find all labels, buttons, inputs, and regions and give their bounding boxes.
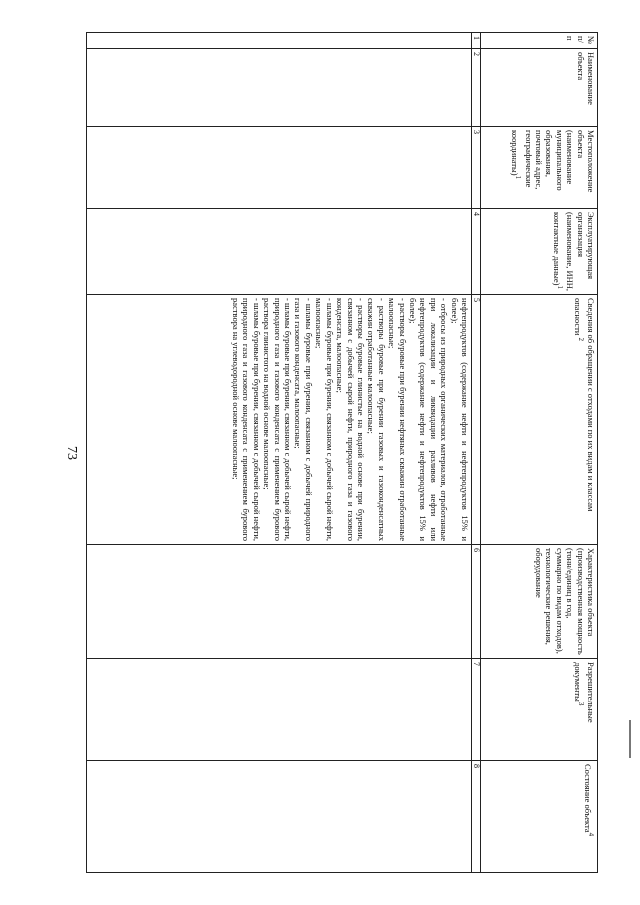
rotated-table-frame — [86, 32, 598, 872]
waste-item: - шламы буровые при бурении, связанном с добычей природного газа и газового конденсата, малоопасные; — [293, 298, 314, 541]
waste-item: - растворы буровые при бурении газовых и газоконденсатных скважин отработанные малоопасные; — [366, 298, 387, 541]
waste-item: - шламы буровые при бурении, связанном с добычей сырой нефти, природного газа и газового конденсата с применением бурового раствора на углеводородной основе малоопасные; — [231, 298, 262, 541]
waste-item: нефтепродуктов (содержание нефти и нефтепродуктов 15% и более); — [449, 298, 470, 541]
cell-object-name — [87, 49, 472, 127]
cell-characteristics — [87, 545, 472, 659]
header-location: Местоположение объекта (наименование муниципального образования, почтовый адрес, географические координаты)$^1$ — [481, 127, 598, 209]
col-number: 2 — [472, 49, 481, 127]
waste-item: - растворы буровые глинистые на водной основе при бурении, связанном с добычей сырой нефти, природного газа и газового конденсата, малоопасные; — [335, 298, 366, 541]
cell-permits — [87, 659, 472, 761]
col-number: 4 — [472, 209, 481, 295]
waste-objects-table — [86, 32, 598, 873]
waste-item: - растворы буровые при бурении нефтяных скважин отработанные малоопасные; — [387, 298, 408, 541]
waste-item: - шламы буровые при бурении, связанном с добычей сырой нефти, природного газа и газового конденсата с применением бурового раствора глинистого на водной основе малоопасные; — [262, 298, 294, 541]
waste-item: - шламы буровые при бурении, связанном с добычей сырой нефти, малоопасные; — [314, 298, 335, 541]
col-number: 1 — [472, 33, 481, 49]
header-characteristics: Характеристика объекта (производственная мощность (тонн/единиц в год, суммарно по видам отходов), технологические решения, оборудование — [481, 545, 598, 659]
header-operator: Эксплуатирующая организация (наименование, ИНН, контактные данные)$^1$ — [481, 209, 598, 295]
header-row — [481, 33, 598, 873]
header-object-name: Наименование объекта — [481, 49, 598, 127]
col-number: 5 — [472, 295, 481, 545]
cell-operator — [87, 209, 472, 295]
column-number-row — [472, 33, 481, 873]
cell-waste-info — [87, 295, 472, 545]
page-number: 73 — [64, 446, 79, 460]
cell-num — [87, 33, 472, 49]
col-number: 7 — [472, 659, 481, 761]
header-waste-info: Сведения об обращении с отходами по их видам и классам опасности $^2$ — [481, 295, 598, 545]
col-number: 3 — [472, 127, 481, 209]
header-num: № п/п — [481, 33, 598, 49]
scan-edge-mark — [629, 720, 631, 758]
cell-location — [87, 127, 472, 209]
waste-item: - отбросы из природных органических материалов, отработанные при локализации и ликвидации разливов нефти или нефтепродуктов (содержание нефти и нефтепродуктов 15% и более); — [407, 298, 450, 541]
data-row — [87, 33, 472, 873]
cell-state — [87, 761, 472, 873]
header-permits: Разрешительные документы$^3$ — [481, 659, 598, 761]
col-number: 8 — [472, 761, 481, 873]
header-state: Состояние объекта$^4$ — [481, 761, 598, 873]
waste-list — [231, 298, 470, 541]
col-number: 6 — [472, 545, 481, 659]
